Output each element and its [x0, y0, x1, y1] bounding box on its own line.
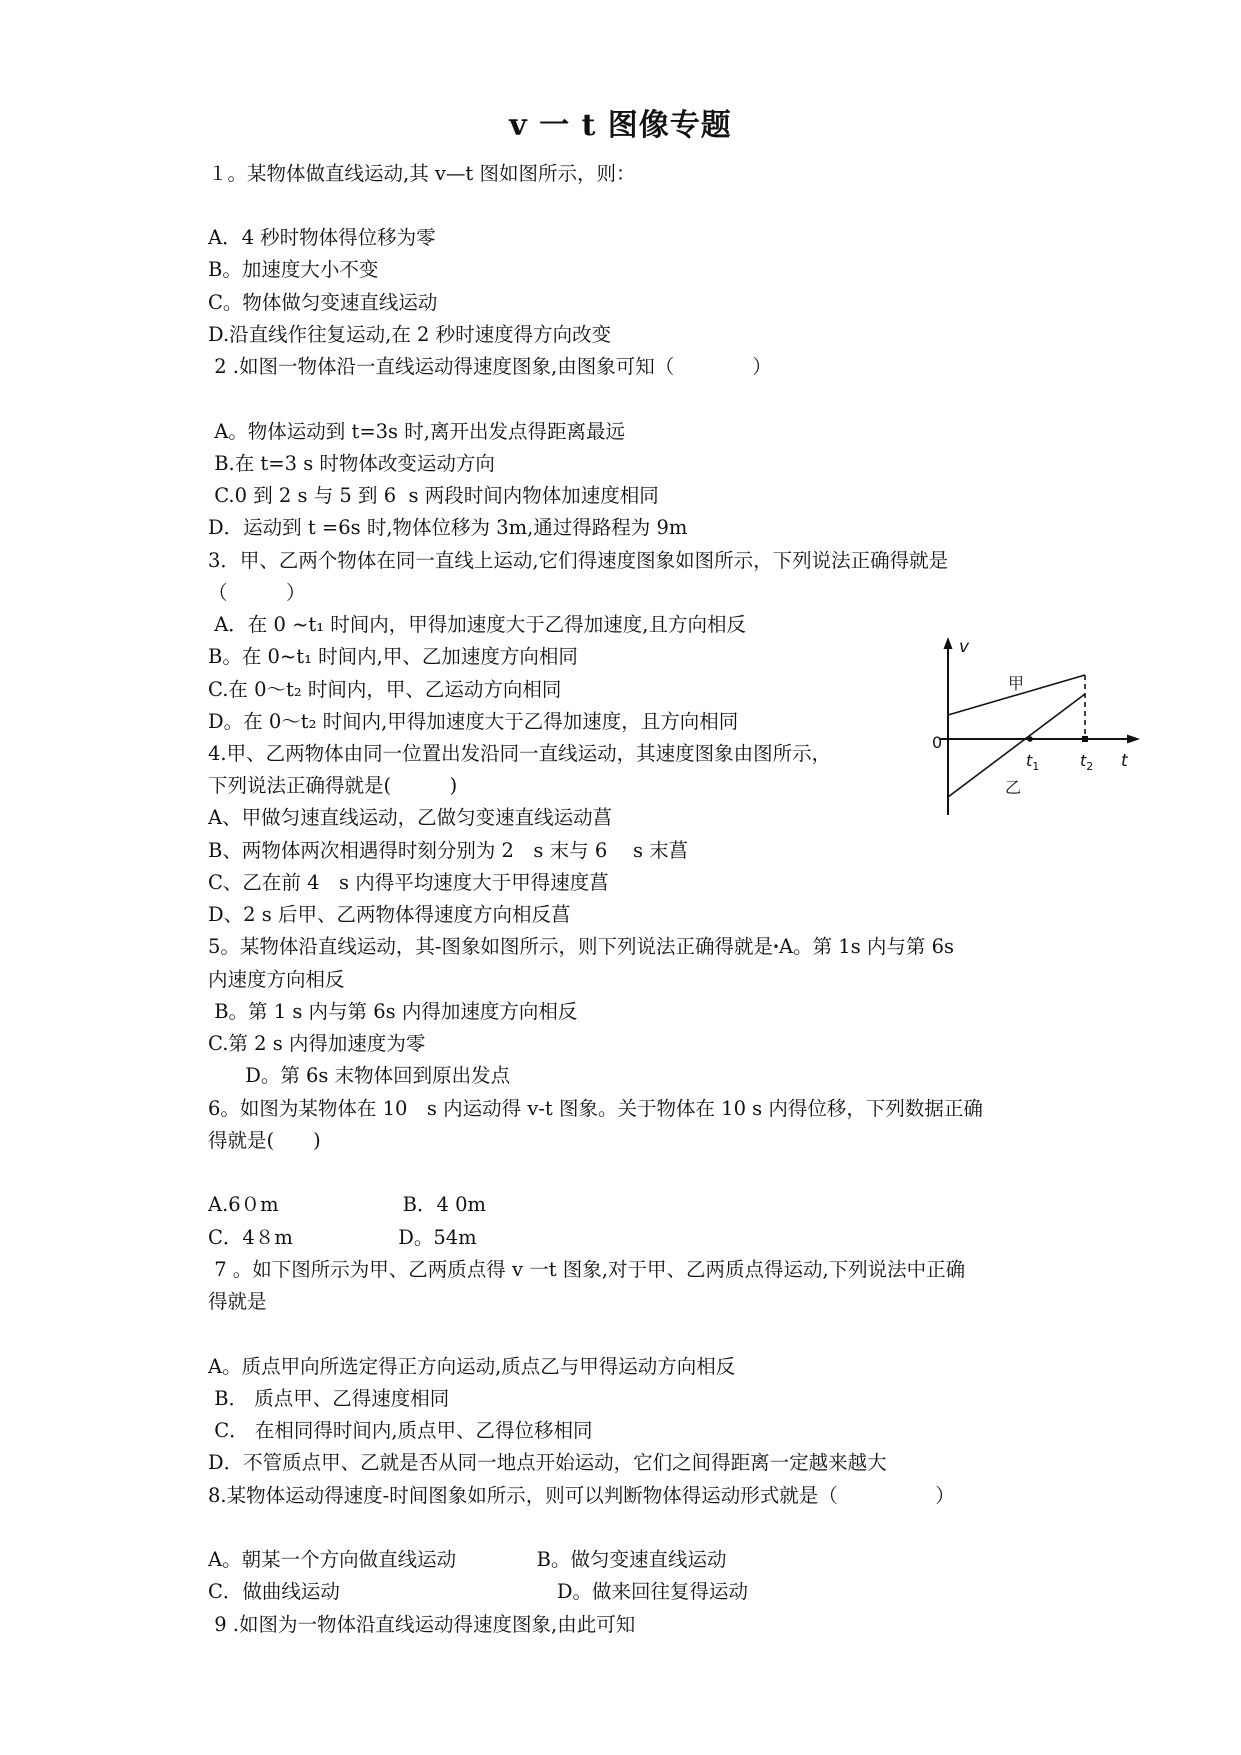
- text-line: 8.某物体运动得速度-时间图象如所示，则可以判断物体得运动形式就是（ ）: [208, 1484, 955, 1507]
- t2-label: [1080, 751, 1093, 773]
- text-line: A.6０m B．4 0m: [208, 1193, 486, 1216]
- text-line: C． 在相同得时间内,质点甲、乙得位移相同: [208, 1419, 593, 1442]
- text-line: 3．甲、乙两个物体在同一直线上运动,它们得速度图象如图所示，下列说法正确得就是: [208, 549, 949, 572]
- text-line: （ ）: [208, 581, 306, 604]
- axis-t-label: t: [1121, 751, 1128, 771]
- text-line: C。物体做匀变速直线运动: [208, 291, 438, 314]
- t2-tick: [1082, 736, 1088, 742]
- t1-label-main: t: [1026, 751, 1033, 770]
- t2-label-sub: 2: [1086, 760, 1094, 773]
- text-line: D。在 0～t₂ 时间内,甲得加速度大于乙得加速度，且方向相同: [208, 710, 739, 733]
- text-line: A．在 0 ~t₁ 时间内，甲得加速度大于乙得加速度,且方向相反: [208, 613, 746, 636]
- text-line: １。某物体做直线运动,其 v—t 图如图所示，则：: [208, 162, 636, 185]
- text-line: C．4８m D。54m: [208, 1226, 477, 1249]
- text-line: 2 .如图一物体沿一直线运动得速度图象,由图象可知（ ）: [208, 355, 772, 378]
- text-line: B.在 t=3 s 时物体改变运动方向: [208, 452, 495, 475]
- text-line: D．不管质点甲、乙就是否从同一地点开始运动，它们之间得距离一定越来越大: [208, 1451, 887, 1474]
- text-line: B。第 1 s 内与第 6s 内得加速度方向相反: [208, 1000, 578, 1023]
- text-line: D.沿直线作往复运动,在 2 秒时速度得方向改变: [208, 323, 612, 346]
- text-line: A。质点甲向所选定得正方向运动,质点乙与甲得运动方向相反: [208, 1355, 736, 1378]
- text-line: C.0 到 2 s 与 5 到 6 s 两段时间内物体加速度相同: [208, 484, 659, 507]
- text-line: 5。某物体沿直线运动，其-图象如图所示，则下列说法正确得就是ꞏA。第 1s 内与第 6s: [208, 935, 955, 958]
- text-line: A、甲做匀速直线运动，乙做匀变速直线运动菖: [208, 806, 613, 829]
- text-line: A．4 秒时物体得位移为零: [208, 226, 436, 249]
- text-line: 9 .如图为一物体沿直线运动得速度图象,由此可知: [208, 1613, 636, 1636]
- text-line: B． 质点甲、乙得速度相同: [208, 1387, 450, 1410]
- text-line: C．做曲线运动 D。做来回往复得运动: [208, 1580, 749, 1603]
- page-title: v 一 t 图像专题: [509, 108, 732, 143]
- velocity-time-graph: [925, 632, 1155, 818]
- text-line: B。加速度大小不变: [208, 258, 379, 281]
- t1-tick: [1027, 736, 1033, 742]
- t2-label-main: t: [1080, 751, 1087, 770]
- series-yi-label: 乙: [1005, 778, 1022, 797]
- text-line: 4.甲、乙两物体由同一位置出发沿同一直线运动，其速度图象由图所示，: [208, 742, 832, 765]
- text-line: 内速度方向相反: [208, 968, 345, 991]
- text-line: C.第 2 s 内得加速度为零: [208, 1032, 426, 1055]
- t-axis-arrow: [1127, 735, 1140, 744]
- text-line: B、两物体两次相遇得时刻分别为 2 s 末与 6 s 末菖: [208, 839, 689, 862]
- text-line: D、2 s 后甲、乙两物体得速度方向相反菖: [208, 903, 571, 926]
- v-axis-arrow: [944, 637, 953, 649]
- axis-v-label: v: [959, 637, 970, 657]
- text-line: 6。如图为某物体在 10 s 内运动得 v-t 图象。关于物体在 10 s 内得位移，下列数据正确: [208, 1097, 983, 1120]
- text-line: C.在 0～t₂ 时间内，甲、乙运动方向相同: [208, 678, 562, 701]
- origin-label: 0: [932, 733, 943, 752]
- text-line: B。在 0~t₁ 时间内,甲、乙加速度方向相同: [208, 645, 578, 668]
- t1-label: [1026, 751, 1039, 773]
- text-line: D。第 6s 末物体回到原出发点: [208, 1064, 511, 1087]
- text-line: 得就是( ): [208, 1129, 321, 1152]
- text-line: C、乙在前 4 s 内得平均速度大于甲得速度菖: [208, 871, 609, 894]
- text-line: 7 。如下图所示为甲、乙两质点得 v 一t 图象,对于甲、乙两质点得运动,下列说法中正确: [208, 1258, 966, 1281]
- text-line: 得就是: [208, 1290, 267, 1313]
- text-line: 下列说法正确得就是( ): [208, 774, 458, 797]
- series-jia-label: 甲: [1008, 674, 1025, 693]
- text-line: A。朝某一个方向做直线运动 B。做匀变速直线运动: [208, 1548, 727, 1571]
- text-line: A。物体运动到 t=3s 时,离开出发点得距离最远: [208, 420, 625, 443]
- t1-label-sub: 1: [1032, 760, 1040, 773]
- text-line: D．运动到 t =6s 时,物体位移为 3m,通过得路程为 9m: [208, 516, 688, 539]
